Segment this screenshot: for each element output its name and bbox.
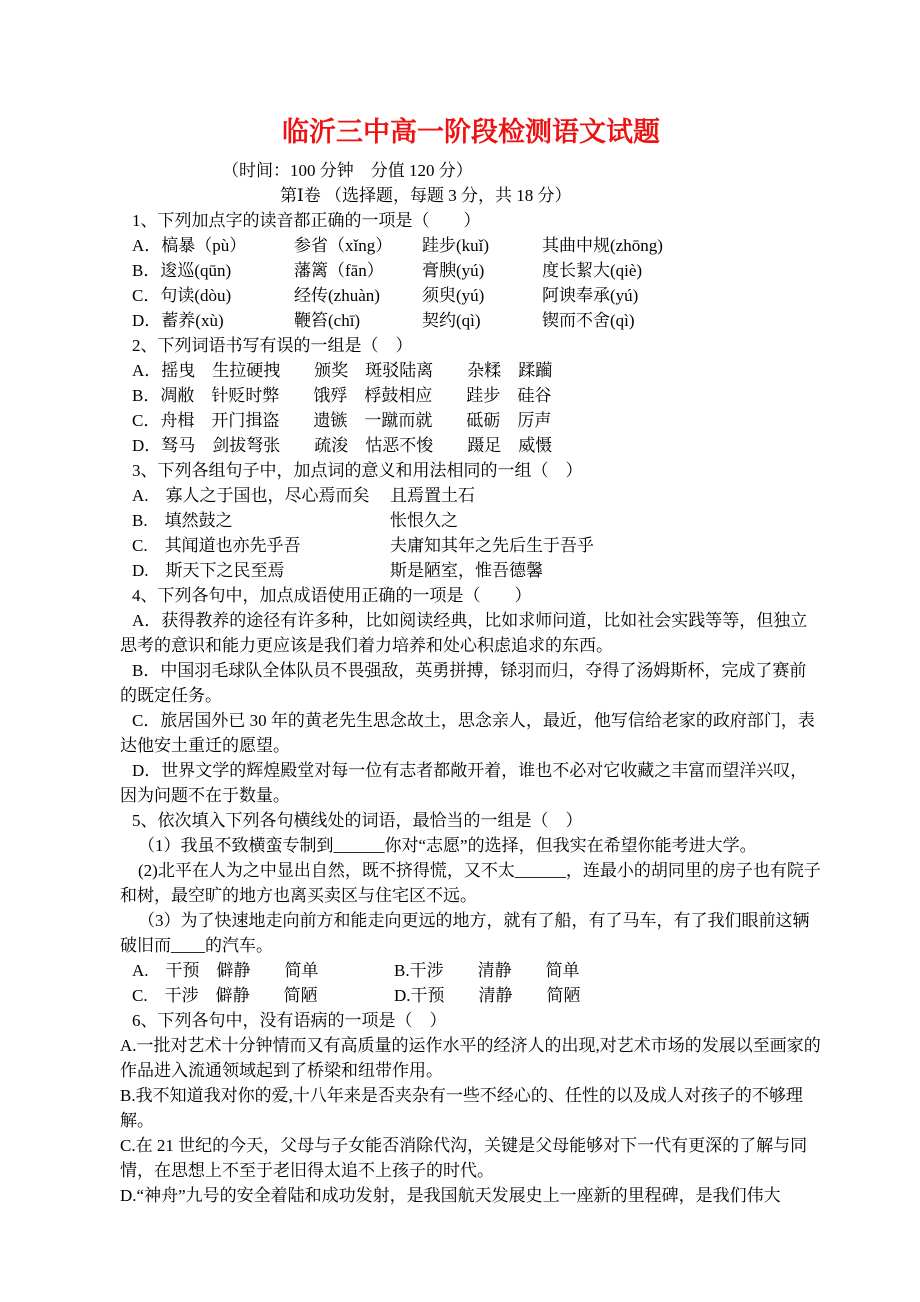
q1-option-row-c [120,283,822,308]
q1-b-word-2: 藩篱（fān） [294,261,384,280]
q3-option-row-d [120,558,822,583]
q2-option-a: A．摇曳 生拉硬拽 颁奖 斑驳陆离 杂糅 蹂躏 [132,361,553,380]
q3-c-left: C. 其闻道也亦先乎吾 [132,536,301,555]
q1-a-word-3: 跬步(kuǐ) [422,236,490,255]
q1-a-word-4: 其曲中规(zhōng) [542,236,663,255]
q6-option-b: B.我不知道我对你的爱,十八年来是否夹杂有一些不经心的、任性的以及成人对孩子的不够理解。 [120,1086,803,1130]
q2-option-d: D．驽马 剑拔弩张 疏浚 怙恶不悛 蹑足 威慑 [132,436,553,455]
q1-d-word-3: 契约(qì) [422,311,481,330]
q2-option-b: B．凋敝 针贬时弊 饿殍 桴鼓相应 跬步 硅谷 [132,386,552,405]
q5-sentence-3: （3）为了快速地走向前方和能走向更远的地方，就有了船，有了马车，有了我们眼前这辆破旧而____的汽车。 [120,911,810,955]
q1-c-word-2: 经传(zhuàn) [294,286,380,305]
q3-d-left: D. 斯天下之民至焉 [132,561,285,580]
exam-title: 临沂三中高一阶段检测语文试题 [282,117,660,147]
q5-sentence-1: （1）我虽不致横蛮专制到______你对“志愿”的选择，但我实在希望你能考进大学。 [138,836,757,855]
q4-option-c: C．旅居国外已 30 年的黄老先生思念故土，思念亲人，最近，他写信给老家的政府部门，表达他安土重迁的愿望。 [120,711,815,755]
q1-d-word-2: 鞭笞(chī) [294,311,361,330]
q3-option-row-b [120,508,822,533]
section-heading: 第Ⅰ卷 （选择题，每题 3 分，共 18 分） [280,186,572,205]
question-2-stem: 2、下列词语书写有误的一组是（ ） [132,336,413,355]
q1-b-word-3: 膏腴(yú) [422,261,485,280]
q3-b-right: 怅恨久之 [390,511,458,530]
question-3-stem: 3、下列各组句子中，加点词的意义和用法相同的一组（ ） [132,461,583,480]
q3-option-row-a [120,483,822,508]
q5-answer-c: C. 干涉 僻静 简陋 [132,986,318,1005]
q1-b-word-4: 度长絜大(qiè) [542,261,643,280]
q5-sentence-2: (2)北平在人为之中显出自然，既不挤得慌，又不太______，连最小的胡同里的房子也有院子和树，最空旷的地方也离买卖区与住宅区不远。 [120,861,821,905]
question-6-stem: 6、下列各句中，没有语病的一项是（ ） [132,1011,447,1030]
q5-answer-b: B.干涉 清静 简单 [394,961,580,980]
q1-b-word-1: B．逡巡(qūn) [132,261,232,280]
q6-option-d: D.“神舟”九号的安全着陆和成功发射，是我国航天发展史上一座新的里程碑，是我们伟大 [120,1186,781,1205]
q3-a-right: 且焉置土石 [390,486,475,505]
q6-option-a: A.一批对艺术十分钟情而又有高质量的运作水平的经济人的出现,对艺术市场的发展以至画家的作品进入流通领域起到了桥梁和纽带作用。 [120,1036,821,1080]
q1-d-word-4: 锲而不舍(qì) [542,311,635,330]
q5-answer-d: D.干预 清静 简陋 [394,986,581,1005]
time-score-line: （时间：100 分钟 分值 120 分） [222,161,473,180]
question-1-stem: 1、下列加点字的读音都正确的一项是（ ） [132,211,481,230]
question-4-stem: 4、下列各句中，加点成语使用正确的一项是（ ） [132,586,532,605]
q1-option-row-a [120,233,822,258]
document-content [120,112,822,1208]
q1-a-word-1: A．槁暴（pù） [132,236,247,255]
q5-answer-a: A. 干预 僻静 简单 [132,961,319,980]
q3-d-right: 斯是陋室，惟吾德馨 [390,561,543,580]
q1-c-word-1: C．句读(dòu) [132,286,232,305]
q1-c-word-3: 须臾(yú) [422,286,485,305]
q1-c-word-4: 阿谀奉承(yú) [542,286,639,305]
q5-answer-row-1 [120,958,822,983]
q1-option-row-b [120,258,822,283]
q4-option-a: A．获得教养的途径有许多种，比如阅读经典，比如求师问道，比如社会实践等等，但独立思考的意识和能力更应该是我们着力培养和处心积虑追求的东西。 [120,611,808,655]
q1-option-row-d [120,308,822,333]
q3-b-left: B. 填然鼓之 [132,511,233,530]
q4-option-d: D．世界文学的辉煌殿堂对每一位有志者都敞开着，谁也不必对它收藏之丰富而望洋兴叹，因为问题不在于数量。 [120,761,808,805]
q6-option-c: C.在 21 世纪的今天，父母与子女能否消除代沟，关键是父母能够对下一代有更深的了解与同情，在思想上不至于老旧得太追不上孩子的时代。 [120,1136,808,1180]
q2-option-c: C．舟楫 开门揖盗 遗镞 一蹴而就 砥砺 厉声 [132,411,552,430]
q1-d-word-1: D．蓄养(xù) [132,311,224,330]
q5-answer-row-2 [120,983,822,1008]
q4-option-b: B．中国羽毛球队全体队员不畏强敌，英勇拼搏，铩羽而归，夺得了汤姆斯杯，完成了赛前的既定任务。 [120,661,807,705]
q3-a-left: A. 寡人之于国也，尽心焉而矣 [132,486,370,505]
question-5-stem: 5、依次填入下列各句横线处的词语，最恰当的一组是（ ） [132,811,583,830]
q3-option-row-c [120,533,822,558]
q3-c-right: 夫庸知其年之先后生于吾乎 [390,536,594,555]
q1-a-word-2: 参省（xǐng） [294,236,393,255]
